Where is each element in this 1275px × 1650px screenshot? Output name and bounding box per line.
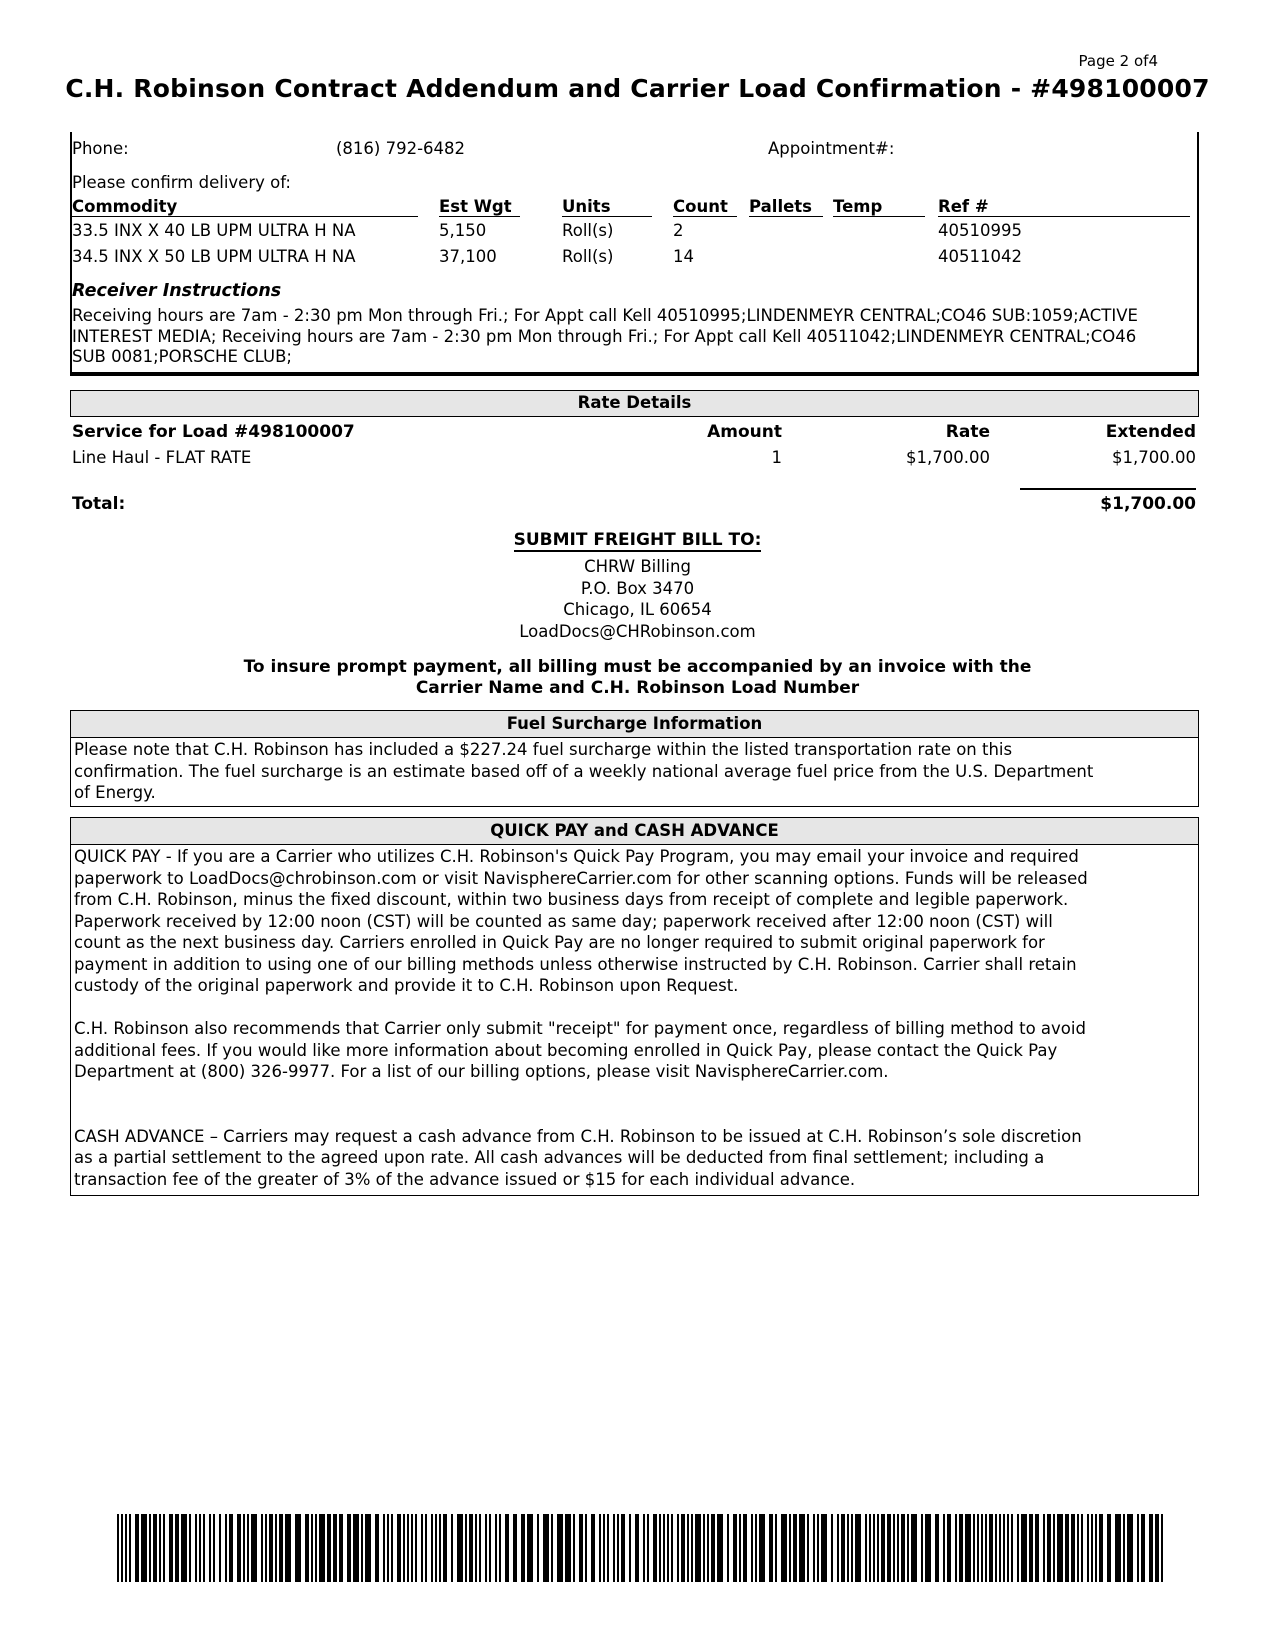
- quick-pay-p2-line-2: additional fees. If you would like more information about becoming enrolled in Quick Pay, please contact the Quick Pay: [74, 1040, 1058, 1060]
- fuel-line-1: Please note that C.H. Robinson has included a $227.24 fuel surcharge within the listed transportation rate on this: [74, 740, 1013, 759]
- col-ref: Ref #: [938, 197, 1190, 217]
- barcode-bar: [1087, 1514, 1089, 1582]
- barcode-bar: [837, 1514, 839, 1582]
- barcode-bar: [443, 1514, 447, 1582]
- barcode-bar: [1029, 1514, 1033, 1582]
- barcode-bar: [653, 1514, 657, 1582]
- barcode-bar: [1003, 1514, 1005, 1582]
- quick-pay-p1-line-6: payment in addition to using one of our billing methods unless otherwise instructed by C.H. Robinson. Carrier shall retain: [74, 954, 1077, 974]
- table-row-1-est-wgt: 5,150: [439, 221, 487, 240]
- barcode-bar: [125, 1514, 127, 1582]
- barcode-bar: [243, 1514, 245, 1582]
- barcode-bar: [1155, 1514, 1159, 1582]
- barcode-bar: [479, 1514, 481, 1582]
- col-rate: Rate: [945, 422, 990, 442]
- fuel-line-3: of Energy.: [74, 783, 156, 802]
- barcode-bar: [1115, 1514, 1121, 1582]
- barcode-bar: [319, 1514, 325, 1582]
- billing-line-3: Chicago, IL 60654: [563, 600, 712, 619]
- barcode-bar: [1081, 1514, 1083, 1582]
- barcode-bar: [901, 1514, 905, 1582]
- billing-line-1: CHRW Billing: [584, 557, 691, 576]
- page-current: 2: [1119, 52, 1130, 70]
- barcode-bar: [1107, 1514, 1111, 1582]
- line-haul-amount: 1: [771, 448, 782, 467]
- barcode-bar: [425, 1514, 427, 1582]
- line-haul-extended: $1,700.00: [1112, 448, 1196, 467]
- col-amount: Amount: [707, 422, 782, 442]
- barcode-bar: [841, 1514, 845, 1582]
- barcode-bar: [195, 1514, 197, 1582]
- confirm-delivery-text: Please confirm delivery of:: [72, 173, 291, 192]
- billing-heading-text: SUBMIT FREIGHT BILL TO:: [513, 530, 762, 550]
- barcode-bar: [275, 1514, 277, 1582]
- barcode-bar: [681, 1514, 685, 1582]
- barcode-bar: [465, 1514, 467, 1582]
- barcode-bar: [1141, 1514, 1145, 1582]
- barcode-bar: [907, 1514, 909, 1582]
- barcode-bar: [431, 1514, 433, 1582]
- barcode-bar: [421, 1514, 423, 1582]
- barcode-bar: [717, 1514, 723, 1582]
- barcode-bar: [415, 1514, 417, 1582]
- fuel-line-2: confirmation. The fuel surcharge is an estimate based off of a weekly national average fuel price from the U.S. Department: [74, 761, 1094, 781]
- barcode-bar: [629, 1514, 631, 1582]
- barcode-bar: [793, 1514, 797, 1582]
- barcode-bar: [1095, 1514, 1097, 1582]
- quick-pay-text: [71, 845, 1198, 1192]
- barcode-bar: [973, 1514, 975, 1582]
- barcode-bar: [947, 1514, 951, 1582]
- barcode-bar: [1021, 1514, 1027, 1582]
- barcode-bar: [1047, 1514, 1051, 1582]
- barcode-bar: [285, 1514, 291, 1582]
- barcode-bar: [1091, 1514, 1093, 1582]
- barcode-bar: [1007, 1514, 1009, 1582]
- barcode-bar: [1123, 1514, 1125, 1582]
- barcode-bar: [489, 1514, 491, 1582]
- barcode-bar: [117, 1514, 119, 1582]
- barcode-bar: [391, 1514, 393, 1582]
- col-extended: Extended: [1105, 422, 1196, 442]
- barcode-bar: [1099, 1514, 1103, 1582]
- barcode-bar: [565, 1514, 571, 1582]
- barcode-bar: [1043, 1514, 1045, 1582]
- delivery-border-right: [1197, 132, 1199, 374]
- delivery-border-bottom: [70, 372, 1199, 376]
- barcode-bar: [265, 1514, 267, 1582]
- barcode-bar: [789, 1514, 791, 1582]
- barcode-bar: [707, 1514, 709, 1582]
- table-row-2-units: Roll(s): [562, 247, 614, 266]
- table-row-1-ref: 40510995: [938, 221, 1022, 240]
- quick-pay-p1-line-5: count as the next business day. Carriers enrolled in Quick Pay are no longer required to submit original paperwork for: [74, 933, 1045, 952]
- barcode-bar: [527, 1514, 533, 1582]
- barcode-bar: [847, 1514, 849, 1582]
- barcode-bar: [799, 1514, 805, 1582]
- barcode-bar: [513, 1514, 517, 1582]
- barcode-bar: [495, 1514, 497, 1582]
- barcode-bar: [775, 1514, 777, 1582]
- barcode-bar: [315, 1514, 317, 1582]
- billing-notice-line-1: To insure prompt payment, all billing must be accompanied by an invoice with the: [243, 657, 1032, 677]
- barcode-bar: [1017, 1514, 1019, 1582]
- table-row-2-count: 14: [673, 247, 694, 266]
- barcode-bar: [537, 1514, 539, 1582]
- table-row-2-ref: 40511042: [938, 247, 1022, 266]
- barcode-bar: [733, 1514, 737, 1582]
- barcode-bar: [387, 1514, 389, 1582]
- table-row-1-units: Roll(s): [562, 221, 614, 240]
- fuel-surcharge-text: [71, 738, 1198, 806]
- barcode-bar: [229, 1514, 233, 1582]
- quick-pay-header: QUICK PAY and CASH ADVANCE: [71, 818, 1198, 845]
- barcode-bar: [813, 1514, 815, 1582]
- barcode-bar: [237, 1514, 241, 1582]
- barcode-bar: [921, 1514, 923, 1582]
- col-count: Count: [673, 197, 737, 217]
- barcode-bar: [647, 1514, 649, 1582]
- barcode-bar: [1053, 1514, 1055, 1582]
- barcode-bar: [261, 1514, 263, 1582]
- barcode-bar: [935, 1514, 939, 1582]
- barcode-bar: [877, 1514, 879, 1582]
- barcode-bar: [121, 1514, 123, 1582]
- barcode-bar: [209, 1514, 211, 1582]
- barcode-bar: [695, 1514, 701, 1582]
- appointment-label: Appointment#:: [768, 139, 895, 158]
- barcode-bar: [305, 1514, 309, 1582]
- barcode-bar: [225, 1514, 227, 1582]
- barcode-bar: [977, 1514, 979, 1582]
- barcode-bar: [505, 1514, 509, 1582]
- barcode-bar: [269, 1514, 273, 1582]
- barcode-bar: [1065, 1514, 1069, 1582]
- barcode-bar: [603, 1514, 605, 1582]
- barcode-bar: [169, 1514, 173, 1582]
- fuel-surcharge-header: Fuel Surcharge Information: [71, 711, 1198, 738]
- barcode-bar: [955, 1514, 957, 1582]
- total-value: $1,700.00: [1100, 494, 1196, 514]
- barcode-bar: [251, 1514, 257, 1582]
- barcode-bar: [635, 1514, 639, 1582]
- billing-line-2: P.O. Box 3470: [580, 578, 695, 598]
- barcode-bar: [361, 1514, 363, 1582]
- barcode-bar: [959, 1514, 963, 1582]
- billing-notice-line-2: Carrier Name and C.H. Robinson Load Number: [415, 678, 860, 698]
- barcode-bar: [279, 1514, 283, 1582]
- barcode-bar: [981, 1514, 983, 1582]
- barcode-bar: [219, 1514, 221, 1582]
- barcode-bar: [573, 1514, 575, 1582]
- barcode-bar: [869, 1514, 871, 1582]
- barcode-bar: [1035, 1514, 1039, 1582]
- barcode-bar: [985, 1514, 987, 1582]
- barcode-bar: [995, 1514, 997, 1582]
- barcode-bar: [333, 1514, 337, 1582]
- barcode-bar: [397, 1514, 401, 1582]
- barcode-bar: [743, 1514, 747, 1582]
- barcode-bar: [135, 1514, 139, 1582]
- barcode-bar: [739, 1514, 741, 1582]
- barcode-bar: [521, 1514, 525, 1582]
- barcode-bar: [769, 1514, 773, 1582]
- total-label: Total:: [72, 494, 126, 514]
- quick-pay-p1-line-4: Paperwork received by 12:00 noon (CST) will be counted as same day; paperwork received after 12:00 noon (CST) will: [74, 911, 1053, 931]
- barcode-bar: [295, 1514, 301, 1582]
- barcode-bar: [199, 1514, 201, 1582]
- barcode-bar: [687, 1514, 689, 1582]
- barcode-bar: [1071, 1514, 1075, 1582]
- barcode-bar: [643, 1514, 645, 1582]
- barcode-bar: [499, 1514, 501, 1582]
- col-est-wgt: Est Wgt: [439, 197, 520, 217]
- col-units: Units: [562, 197, 652, 217]
- quick-pay-p1-line-7: custody of the original paperwork and provide it to C.H. Robinson upon Request.: [74, 976, 739, 995]
- phone-value: (816) 792-6482: [336, 139, 466, 158]
- barcode-bar: [881, 1514, 885, 1582]
- billing-address: [0, 556, 1275, 642]
- barcode-bar: [439, 1514, 441, 1582]
- barcode-bar: [451, 1514, 453, 1582]
- barcode-bar: [607, 1514, 609, 1582]
- line-haul-description: Line Haul - FLAT RATE: [72, 448, 252, 467]
- barcode-bar: [327, 1514, 331, 1582]
- barcode-bar: [1137, 1514, 1139, 1582]
- receiver-instructions-heading: Receiver Instructions: [72, 281, 282, 301]
- barcode-bar: [213, 1514, 215, 1582]
- phone-label: Phone:: [72, 139, 129, 158]
- quick-pay-p1-line-3: from C.H. Robinson, minus the fixed discount, within two business days from receipt of complete and legible paperwork.: [74, 890, 1069, 909]
- barcode-bar: [999, 1514, 1001, 1582]
- page-total: of4: [1133, 52, 1158, 70]
- cash-advance-line-3: transaction fee of the greater of 3% of the advance issued or $15 for each individual advance.: [74, 1169, 856, 1189]
- barcode-bar: [617, 1514, 619, 1582]
- barcode-bar: [807, 1514, 809, 1582]
- line-haul-rate: $1,700.00: [906, 448, 990, 467]
- barcode-bar: [667, 1514, 669, 1582]
- rate-details-header: Rate Details: [70, 390, 1199, 417]
- barcode-bar: [175, 1514, 179, 1582]
- table-row-1-count: 2: [673, 221, 684, 240]
- barcode-bar: [671, 1514, 673, 1582]
- barcode-bar: [339, 1514, 343, 1582]
- barcode-bar: [851, 1514, 853, 1582]
- barcode-bar: [551, 1514, 553, 1582]
- barcode-bar: [821, 1514, 827, 1582]
- barcode: [117, 1514, 1167, 1582]
- col-temp: Temp: [833, 197, 925, 217]
- receiver-instructions-line-3: SUB 0081;PORSCHE CLUB;: [72, 347, 292, 366]
- barcode-bar: [411, 1514, 413, 1582]
- barcode-bar: [865, 1514, 867, 1582]
- barcode-bar: [353, 1514, 359, 1582]
- quick-pay-section: [70, 817, 1199, 1196]
- barcode-bar: [873, 1514, 875, 1582]
- barcode-bar: [989, 1514, 993, 1582]
- barcode-bar: [347, 1514, 351, 1582]
- barcode-bar: [407, 1514, 409, 1582]
- barcode-bar: [887, 1514, 891, 1582]
- barcode-bar: [311, 1514, 313, 1582]
- barcode-bar: [965, 1514, 971, 1582]
- barcode-bar: [579, 1514, 583, 1582]
- receiver-instructions-line-1: Receiving hours are 7am - 2:30 pm Mon through Fri.; For Appt call Kell 40510995;LINDENMEYR CENTRAL;CO46 SUB:1059;ACTIVE: [72, 306, 1138, 325]
- barcode-bar: [153, 1514, 157, 1582]
- barcode-bar: [1011, 1514, 1013, 1582]
- col-pallets: Pallets: [749, 197, 823, 217]
- table-row-1-commodity: 33.5 INX X 40 LB UPM ULTRA H NA: [72, 221, 356, 240]
- barcode-bar: [711, 1514, 715, 1582]
- page-number: [1079, 52, 1158, 70]
- barcode-bar: [247, 1514, 249, 1582]
- barcode-bar: [691, 1514, 693, 1582]
- barcode-bar: [727, 1514, 729, 1582]
- barcode-bar: [925, 1514, 931, 1582]
- barcode-bar: [759, 1514, 765, 1582]
- barcode-bar: [1057, 1514, 1063, 1582]
- quick-pay-p1-line-1: QUICK PAY - If you are a Carrier who utilizes C.H. Robinson's Quick Pay Program, you may email your invoice and required: [74, 847, 1079, 866]
- barcode-bar: [585, 1514, 587, 1582]
- total-divider: [1020, 488, 1196, 490]
- barcode-bar: [469, 1514, 473, 1582]
- barcode-bar: [189, 1514, 191, 1582]
- barcode-bar: [897, 1514, 899, 1582]
- barcode-bar: [159, 1514, 161, 1582]
- barcode-bar: [543, 1514, 549, 1582]
- cash-advance-line-2: as a partial settlement to the agreed upon rate. All cash advances will be deducted from final settlement; including a: [74, 1148, 1045, 1167]
- barcode-bar: [781, 1514, 787, 1582]
- billing-notice: [0, 657, 1275, 699]
- barcode-bar: [831, 1514, 833, 1582]
- barcode-bar: [621, 1514, 625, 1582]
- barcode-bar: [663, 1514, 665, 1582]
- barcode-bar: [911, 1514, 917, 1582]
- receiver-instructions-line-2: INTEREST MEDIA; Receiving hours are 7am - 2:30 pm Mon through Fri.; For Appt call Kell 40511042;LINDENMEYR CENTRAL;CO46: [72, 327, 1137, 346]
- fuel-surcharge-section: [70, 710, 1199, 807]
- col-commodity: Commodity: [72, 197, 418, 217]
- barcode-bar: [403, 1514, 405, 1582]
- billing-email: LoadDocs@CHRobinson.com: [519, 621, 756, 641]
- barcode-bar: [613, 1514, 615, 1582]
- barcode-bar: [677, 1514, 679, 1582]
- quick-pay-p2-line-3: Department at (800) 326-9977. For a list of our billing options, please visit NavisphereCarrier.com.: [74, 1062, 889, 1081]
- service-label: Service for Load #498100007: [72, 422, 355, 442]
- barcode-bar: [435, 1514, 437, 1582]
- barcode-bar: [659, 1514, 661, 1582]
- barcode-bar: [141, 1514, 147, 1582]
- table-row-2-commodity: 34.5 INX X 50 LB UPM ULTRA H NA: [72, 247, 356, 266]
- barcode-bar: [475, 1514, 477, 1582]
- barcode-bar: [817, 1514, 819, 1582]
- barcode-bar: [599, 1514, 601, 1582]
- barcode-bar: [943, 1514, 945, 1582]
- barcode-bar: [855, 1514, 861, 1582]
- barcode-bar: [1127, 1514, 1133, 1582]
- barcode-bar: [149, 1514, 151, 1582]
- billing-heading: [0, 530, 1275, 550]
- barcode-bar: [163, 1514, 165, 1582]
- barcode-bar: [375, 1514, 379, 1582]
- barcode-bar: [365, 1514, 371, 1582]
- barcode-bar: [1161, 1514, 1163, 1582]
- quick-pay-p2-line-1: C.H. Robinson also recommends that Carrier only submit "receipt" for payment once, regardless of billing method to avoid: [74, 1019, 1086, 1038]
- barcode-bar: [1077, 1514, 1079, 1582]
- barcode-bar: [129, 1514, 131, 1582]
- cash-advance-line-1: CASH ADVANCE – Carriers may request a cash advance from C.H. Robinson to be issued at C.H. Robinson’s sole discretion: [74, 1126, 1082, 1146]
- barcode-bar: [591, 1514, 595, 1582]
- table-row-2-est-wgt: 37,100: [439, 247, 497, 266]
- barcode-bar: [457, 1514, 463, 1582]
- page-label: Page: [1078, 52, 1115, 70]
- document-title: C.H. Robinson Contract Addendum and Carrier Load Confirmation - #498100007: [65, 74, 1210, 103]
- barcode-bar: [485, 1514, 487, 1582]
- barcode-bar: [1149, 1514, 1153, 1582]
- quick-pay-p1-line-2: paperwork to LoadDocs@chrobinson.com or visit NavisphereCarrier.com for other scanning options. Funds will be released: [74, 868, 1088, 888]
- barcode-bar: [751, 1514, 753, 1582]
- barcode-bar: [755, 1514, 757, 1582]
- barcode-bar: [557, 1514, 563, 1582]
- barcode-bar: [893, 1514, 895, 1582]
- barcode-bar: [181, 1514, 187, 1582]
- barcode-bar: [383, 1514, 385, 1582]
- barcode-bar: [203, 1514, 205, 1582]
- barcode-bar: [703, 1514, 705, 1582]
